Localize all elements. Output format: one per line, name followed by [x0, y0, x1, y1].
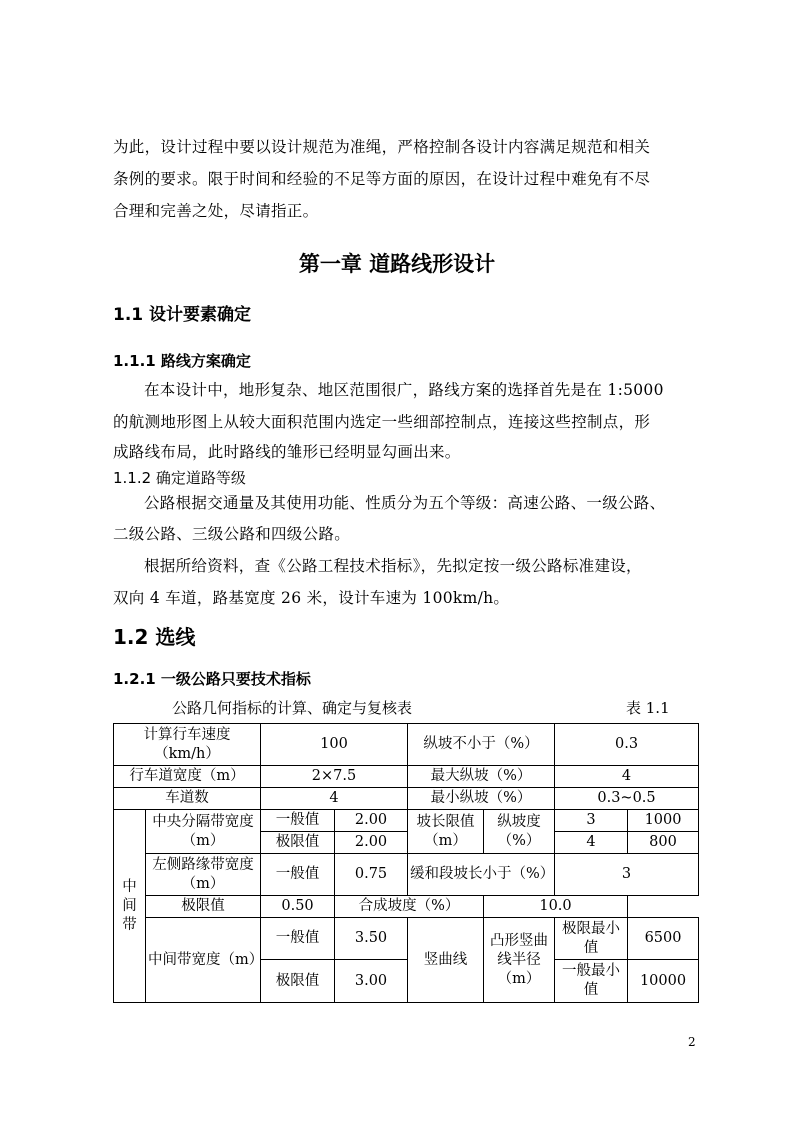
cell-min-general-label: 一般最小值	[555, 960, 628, 1003]
para-1-1-1-line-3: 成路线布局，此时路线的雏形已经明显勾画出来。	[113, 443, 461, 461]
cell-combined-grade-label: 合成坡度（%）	[335, 896, 484, 918]
para-1-1-2a-line-2: 二级公路、三级公路和四级公路。	[113, 525, 351, 543]
cell-combined-grade-value: 10.0	[484, 896, 628, 918]
cell-min-grade-label: 纵坡不小于（%）	[408, 724, 555, 766]
cell-ls-limit-value: 0.50	[261, 896, 335, 918]
cell-min-limit-value: 6500	[628, 918, 699, 960]
cell-convex-radius-label: 凸形竖曲线半径（m）	[484, 918, 555, 1003]
cell-design-speed-value: 100	[261, 724, 408, 766]
cell-max-grade-value: 4	[555, 766, 699, 788]
para-1-1-1-line-2: 的航测地形图上从较大面积范围内选定一些细部控制点，连接这些控制点，形	[113, 413, 651, 431]
cell-central-divider-label: 中央分隔带宽度（m）	[146, 810, 261, 854]
cell-gentle-slope-label: 缓和段坡长小于（%）	[408, 854, 555, 896]
cell-slope-length-limit-label: 坡长限值（m）	[408, 810, 484, 854]
cell-cd-limit-label: 极限值	[261, 832, 335, 854]
cell-grade-4: 4	[555, 832, 628, 854]
table-number: 表 1.1	[626, 699, 670, 717]
section-1-2-1-heading: 1.2.1 一级公路只要技术指标	[113, 670, 311, 688]
cell-vertical-curve-label: 竖曲线	[408, 918, 484, 1003]
para-1-1-2b-line-2: 双向 4 车道，路基宽度 26 米，设计车速为 100km/h。	[113, 589, 510, 607]
section-1-1-heading: 1.1 设计要素确定	[113, 305, 252, 325]
cell-median-width-label: 中间带宽度（m）	[146, 918, 261, 1003]
cell-min-limit-label: 极限最小值	[555, 918, 628, 960]
cell-lanes-label: 车道数	[114, 788, 261, 810]
intro-line-3: 合理和完善之处，尽请指正。	[113, 202, 319, 220]
para-1-1-2a-line-1: 公路根据交通量及其使用功能、性质分为五个等级：高速公路、一级公路、	[144, 494, 666, 512]
cell-lane-width-label: 行车道宽度（m）	[114, 766, 261, 788]
section-1-1-2-heading: 1.1.2 确定道路等级	[113, 469, 246, 487]
cell-mw-limit-label: 极限值	[261, 960, 335, 1003]
chapter-title: 第一章 道路线形设计	[298, 252, 496, 276]
intro-line-1: 为此，设计过程中要以设计规范为准绳，严格控制各设计内容满足规范和相关	[113, 138, 651, 156]
para-1-1-1-line-1: 在本设计中，地形复杂、地区范围很广，路线方案的选择首先是在 1:5000	[144, 381, 664, 399]
cell-lanes-value: 4	[261, 788, 408, 810]
cell-median-label: 中间带	[114, 810, 146, 1003]
para-1-1-2b-line-1: 根据所给资料，查《公路工程技术指标》，先拟定按一级公路标准建设，	[144, 557, 642, 575]
page-number: 2	[688, 1035, 696, 1049]
cell-grade-label: 纵坡度（%）	[484, 810, 555, 854]
cell-grade-3: 3	[555, 810, 628, 832]
cell-max-grade-label: 最大纵坡（%）	[408, 766, 555, 788]
intro-line-2: 条例的要求。限于时间和经验的不足等方面的原因，在设计过程中难免有不尽	[113, 170, 651, 188]
cell-min-grade-value: 0.3	[555, 724, 699, 766]
cell-least-grade-value: 0.3~0.5	[555, 788, 699, 810]
table-caption: 公路几何指标的计算、确定与复核表	[172, 699, 413, 717]
cell-ls-general-value: 0.75	[335, 854, 408, 896]
cell-cd-general-value: 2.00	[335, 810, 408, 832]
cell-least-grade-label: 最小纵坡（%）	[408, 788, 555, 810]
cell-grade-4-length: 800	[628, 832, 699, 854]
cell-cd-limit-value: 2.00	[335, 832, 408, 854]
cell-grade-3-length: 1000	[628, 810, 699, 832]
cell-lane-width-value: 2×7.5	[261, 766, 408, 788]
cell-left-shoulder-label: 左侧路缘带宽度（m）	[146, 854, 261, 896]
geometry-table	[113, 723, 699, 1003]
cell-design-speed-label: 计算行车速度（km/h）	[114, 724, 261, 766]
section-1-2-heading: 1.2 选线	[113, 625, 196, 649]
cell-mw-limit-value: 3.00	[335, 960, 408, 1003]
cell-mw-general-label: 一般值	[261, 918, 335, 960]
cell-ls-limit-label: 极限值	[146, 896, 261, 918]
cell-ls-general-label: 一般值	[261, 854, 335, 896]
cell-gentle-slope-value: 3	[555, 854, 699, 896]
section-1-1-1-heading: 1.1.1 路线方案确定	[113, 352, 251, 370]
cell-min-general-value: 10000	[628, 960, 699, 1003]
cell-cd-general-label: 一般值	[261, 810, 335, 832]
cell-mw-general-value: 3.50	[335, 918, 408, 960]
